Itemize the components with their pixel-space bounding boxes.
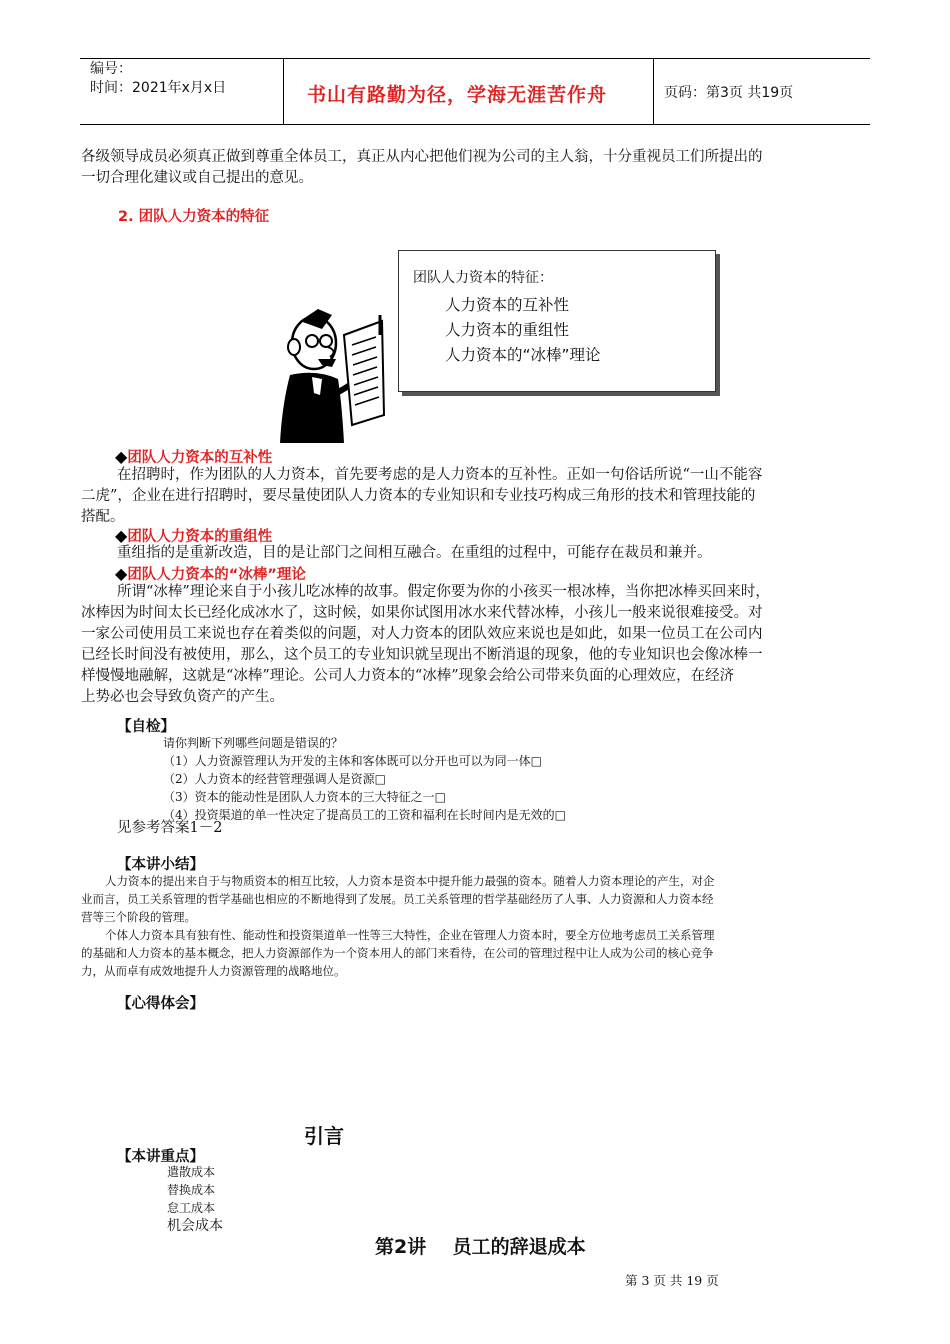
complementarity-heading: 团队人力资本的互补性 bbox=[127, 450, 273, 466]
recombination-heading: 团队人力资本的重组性 bbox=[127, 529, 273, 545]
key-point-item: 机会成本 bbox=[167, 1218, 223, 1234]
paragraph-line: 一家公司使用员工来说也存在着类似的问题，对人力资本的团队效应来说也是如此，如果一位员工在公司内 bbox=[81, 626, 763, 642]
diamond-bullet-icon: ◆ bbox=[115, 526, 128, 545]
paragraph-line: 所谓“冰棒”理论来自于小孩儿吃冰棒的故事。假定你要为你的小孩买一根冰棒，当你把冰棒买回来时， bbox=[117, 584, 770, 600]
paragraph-line: 二虎”，企业在进行招聘时，要尽量使团队人力资本的专业知识和专业技巧构成三角形的技术和管理技能的 bbox=[81, 488, 756, 504]
key-points-title: 【本讲重点】 bbox=[117, 1149, 204, 1165]
header-bottom-rule bbox=[80, 124, 870, 125]
header-top-rule bbox=[80, 58, 870, 59]
header-time-label: 时间：2021年x月x日 bbox=[90, 80, 227, 96]
paragraph-line: 重组指的是重新改造，目的是让部门之间相互融合。在重组的过程中，可能存在裁员和兼并。 bbox=[117, 545, 712, 561]
diamond-bullet-icon: ◆ bbox=[115, 447, 128, 466]
figure-box-item: 人力资本的重组性 bbox=[445, 321, 570, 339]
intro-paragraph bbox=[81, 147, 881, 189]
self-check-item: （3）资本的能动性是团队人力资本的三大特征之一□ bbox=[163, 790, 446, 804]
paragraph-line: 在招聘时，作为团队的人力资本，首先要考虑的是人力资本的互补性。正如一句俗话所说“一山不能容 bbox=[117, 467, 763, 483]
summary-paragraph bbox=[81, 872, 881, 980]
summary-line: 营等三个阶段的管理。 bbox=[81, 910, 196, 924]
complementarity-paragraph bbox=[81, 465, 881, 528]
key-point-item: 替换成本 bbox=[167, 1183, 216, 1197]
paragraph-line: 已经长时间没有被使用，那么，这个员工的专业知识就呈现出不断消退的现象，他的专业知识也会像冰棒一 bbox=[81, 647, 763, 663]
intro-line: 各级领导成员必须真正做到尊重全体员工，真正从内心把他们视为公司的主人翁，十分重视员工们所提出的 bbox=[81, 149, 763, 165]
intro-heading: 引言 bbox=[304, 1124, 344, 1148]
header-page-label: 页码：第3页 共19页 bbox=[664, 85, 794, 101]
summary-line: 力，从而卓有成效地提升人力资源管理的战略地位。 bbox=[81, 964, 346, 978]
self-check-answer-ref: 见参考答案1－2 bbox=[117, 820, 223, 836]
section2-title: 2. 团队人力资本的特征 bbox=[118, 209, 270, 225]
popsicle-heading-row bbox=[115, 563, 306, 584]
paragraph-line: 上势必也会导致负资产的产生。 bbox=[81, 689, 284, 705]
self-check-item: （2）人力资本的经营管理强调人是资源□ bbox=[163, 772, 386, 786]
header-motto: 书山有路勤为径，学海无涯苦作舟 bbox=[307, 84, 608, 106]
summary-line: 人力资本的提出来自于与物质资本的相互比较，人力资本是资本中提升能力最强的资本。随着人力资本理论的产生，对企 bbox=[105, 874, 715, 888]
intro-line: 一切合理化建议或自己提出的意见。 bbox=[81, 170, 313, 186]
self-check-item: （4）投资渠道的单一性决定了提高员工的工资和福利在长时间内是无效的□ bbox=[163, 808, 566, 822]
figure-box-item: 人力资本的互补性 bbox=[445, 296, 570, 314]
key-point-item: 怠工成本 bbox=[167, 1201, 216, 1215]
figure-box-title: 团队人力资本的特征： bbox=[413, 270, 553, 286]
self-check-item: （1）人力资源管理认为开发的主体和客体既可以分开也可以为同一体□ bbox=[163, 754, 542, 768]
header-divider-right bbox=[653, 58, 654, 125]
reflection-title: 【心得体会】 bbox=[117, 996, 204, 1012]
popsicle-paragraph bbox=[81, 582, 881, 708]
self-check-prompt: 请你判断下列哪些问题是错误的？ bbox=[163, 736, 344, 750]
cartoon-reader-illustration bbox=[272, 295, 387, 445]
paragraph-line: 搭配。 bbox=[81, 509, 125, 525]
recombination-paragraph bbox=[117, 543, 877, 564]
summary-line: 的基础和人力资本的基本概念，把人力资源部作为一个资本用人的部门来看待，在公司的管理过程中让人成为公司的核心竞争 bbox=[81, 946, 714, 960]
key-point-item: 遣散成本 bbox=[167, 1165, 216, 1179]
paragraph-line: 冰棒因为时间太长已经化成冰水了，这时候，如果你试图用冰水来代替冰棒，小孩儿一般来说很难接受。对 bbox=[81, 605, 763, 621]
self-check-title: 【自检】 bbox=[117, 719, 175, 735]
popsicle-heading: 团队人力资本的“冰棒”理论 bbox=[127, 567, 306, 583]
complementarity-heading-row bbox=[115, 446, 272, 467]
summary-line: 业而言，员工关系管理的哲学基础也相应的不断地得到了发展。员工关系管理的哲学基础经历了人事、人力资源和人力资本经 bbox=[81, 892, 714, 906]
paragraph-line: 样慢慢地融解，这就是“冰棒”理论。公司人力资本的“冰棒”现象会给公司带来负面的心理效应，在经济 bbox=[81, 668, 735, 684]
header-divider-left bbox=[283, 58, 284, 125]
summary-title: 【本讲小结】 bbox=[117, 857, 204, 873]
self-check-list bbox=[163, 752, 566, 824]
summary-line: 个体人力资本具有独有性、能动性和投资渠道单一性等三大特性，企业在管理人力资本时，要全方位地考虑员工关系管理 bbox=[105, 928, 715, 942]
figure-feature-box bbox=[398, 250, 716, 392]
header-number-label: 编号： bbox=[90, 61, 132, 77]
figure-box-item: 人力资本的“冰棒”理论 bbox=[445, 346, 601, 364]
footer-page-number: 第 3 页 共 19 页 bbox=[625, 1273, 719, 1288]
diamond-bullet-icon: ◆ bbox=[115, 564, 128, 583]
lecture-title: 第2讲 员工的辞退成本 bbox=[375, 1236, 586, 1258]
key-points-list bbox=[167, 1163, 223, 1235]
